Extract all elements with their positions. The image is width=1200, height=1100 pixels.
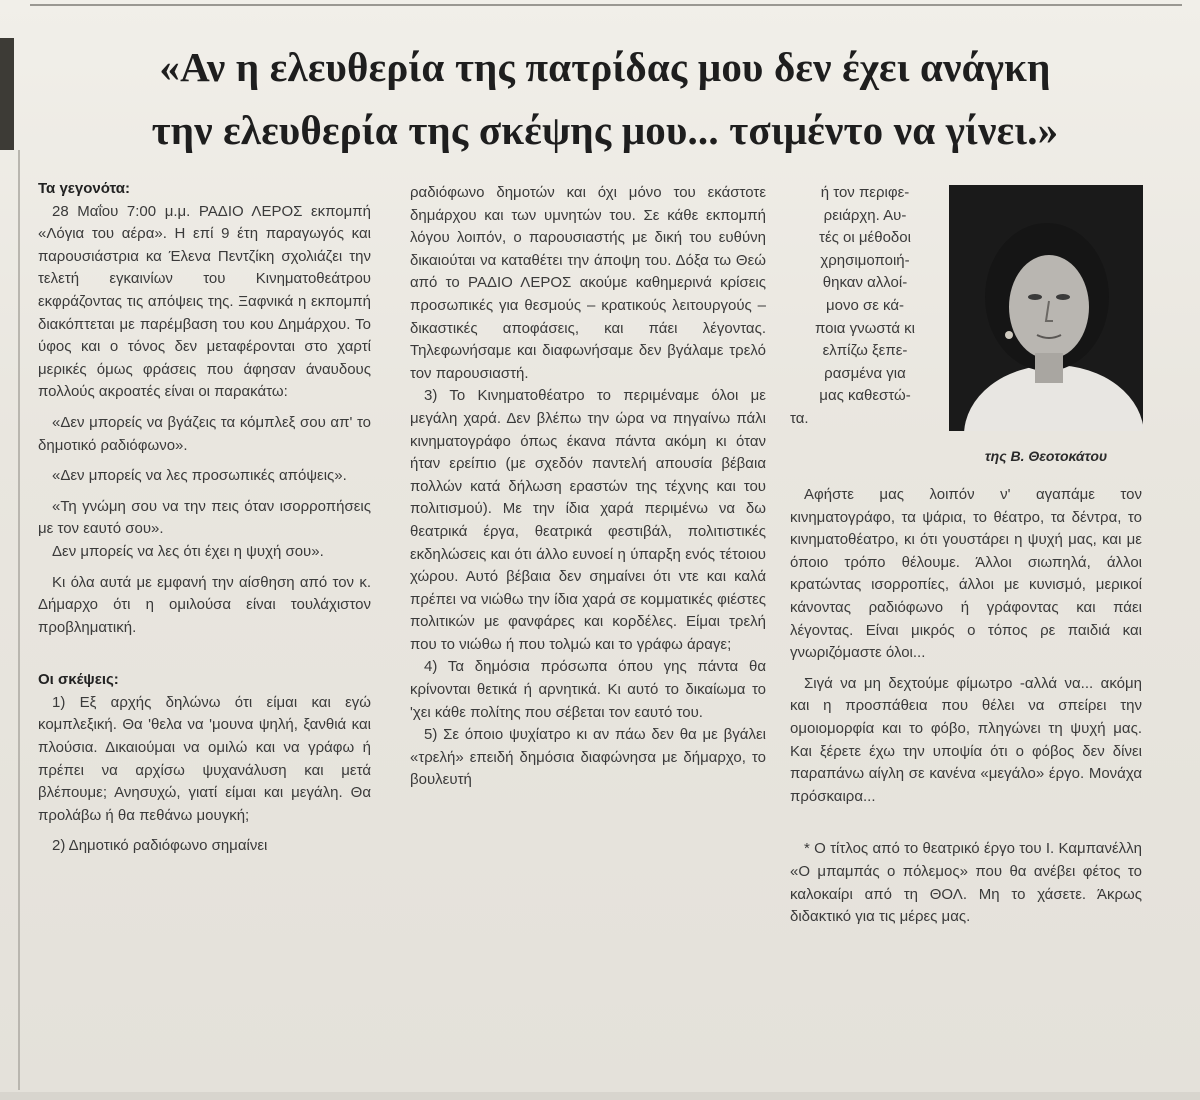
- paragraph: Κι όλα αυτά με εμφανή την αίσθηση από τον κ. Δήμαρχο ότι η ομιλούσα είναι τουλάχιστον προβληματική.: [38, 573, 371, 636]
- wrap-line: ρειάρχη. Αυ-: [823, 206, 907, 224]
- wrap-line: ελπίζω ξεπε-: [822, 342, 908, 360]
- page-bottom-edge: [0, 1092, 1200, 1100]
- wrap-line: ποια γνωστά κι: [814, 319, 915, 337]
- thoughts-heading: Οι σκέψεις:: [38, 671, 119, 689]
- wrap-line: μονο σε κά-: [825, 296, 905, 314]
- paragraph: 2) Δημοτικό ραδιόφωνο σημαίνει: [52, 837, 268, 855]
- wrap-line: χρησιμοποιή-: [820, 251, 910, 269]
- quote: «Δεν μπορείς να βγάζεις τα κόμπλεξ σου απ' το δημοτικό ραδιόφωνο».: [38, 413, 371, 454]
- quote: Δεν μπορείς να λες ότι έχει η ψυχή σου».: [52, 542, 324, 560]
- wrap-line: τα.: [790, 409, 809, 427]
- paragraph: 4) Τα δημόσια πρόσωπα όπου γης πάντα θα κρίνονται θετικά ή αρνητικά. Κι αυτό το δικαίωμα το 'χει κάθε πολίτης που σέβεται τον εαυτό του.: [410, 658, 766, 721]
- wrap-line: ρασμένα για: [824, 364, 906, 382]
- author-byline: της Β. Θεοτοκάτου: [984, 448, 1108, 464]
- column-2: [410, 182, 766, 792]
- column-1: [38, 178, 371, 858]
- quote: «Δεν μπορείς να λες προσωπικές απόψεις».: [52, 467, 347, 485]
- wrap-line: θηκαν αλλοί-: [822, 274, 908, 292]
- paragraph: ραδιόφωνο δημοτών και όχι μόνο του εκάστοτε δημάρχου και των υμνητών του. Σε κάθε εκπομπή λόγου λοιπόν, ο παρουσιαστής με δική του ευθύνη δικαιούται να καταθέτει την άποψη του. Δόξα τω Θεώ από το ΡΑΔΙΟ ΛΕΡΟΣ ακούμε καθημερινά κρίσεις προσωπικές για θεσμούς – κρατικούς λειτουργούς – δικαστικές αποφάσεις, και πάει λέγοντας. Τηλεφωνήσαμε και διαφωνήσαμε δεν βγάλαμε τρελό τον παρουσιαστή.: [410, 184, 766, 382]
- wrap-line: μας καθεστώ-: [819, 387, 911, 405]
- paragraph: 5) Σε όποιο ψυχίατρο κι αν πάω δεν θα με βγάλει «τρελή» επειδή δημόσια διαφώνησα με δήμαρχο, το βουλευτή: [410, 726, 766, 789]
- wrap-line: ή τον περιφε-: [820, 184, 910, 201]
- column-3: [790, 484, 1142, 929]
- author-photo: [949, 185, 1143, 431]
- paragraph: 1) Εξ αρχής δηλώνω ότι είμαι και εγώ κομπλεξική. Θα 'θελα να 'μουνα ψηλή, ξανθιά και πλούσια. Δικαιούμαι να ομιλώ και να γράφω ή πρέπει να αρχίσω ψυχανάλυση και μετά βλέπουμε; Ανησυχώ, γιατί είμαι και μεγάλη. Θα προλάβω ή θα πεθάνω μουγκή;: [38, 693, 371, 824]
- paragraph: Αφήστε μας λοιπόν ν' αγαπάμε τον κινηματογράφο, τα ψάρια, το θέατρο, τα δέντρα, το κινηματοθέατρο, κι ότι γουστάρει η ψυχή μας, και με όποιο τρόπο θέλουμε. Άλλοι σιωπηλά, άλλοι κρατώντας ισορροπίες, άλλοι με κυνισμό, μερικοί κάνοντας ραδιόφωνο ή γράφοντας και πάει λέγοντας. Είναι μικρός ο τόπος ρε παιδιά και γνωριζόμαστε όλοι...: [790, 486, 1142, 662]
- quote: «Τη γνώμη σου να την πεις όταν ισορροπήσεις με τον εαυτό σου».: [38, 497, 371, 538]
- facts-heading: Τα γεγονότα:: [38, 180, 130, 197]
- column-3-wrap-text: [790, 182, 940, 431]
- paragraph: Σιγά να μη δεχτούμε φίμωτρο -αλλά να... ακόμη και η προσπάθεια που θέλει να σπείρει την ομοιομορφία και το φόβο, πληγώνει τη ψυχή μας. Και ξέρετε έχω την υποψία ότι ο φόβος δεν δίνει παραπάνω αίγλη σε κανένα «μεγάλο» έργο. Μονάχα πρόσκαιρα...: [790, 674, 1142, 805]
- paragraph: 28 Μαΐου 7:00 μ.μ. ΡΑΔΙΟ ΛΕΡΟΣ εκπομπή «Λόγια του αέρα». Η επί 9 έτη παραγωγός και παρουσιάστρια κα Έλενα Πεντζίκη σχολιάζει την τελετή εγκαινίων του Κινηματοθεάτρου εκφράζοντας τις απόψεις της. Ξαφνικά η εκπομπή διακόπτεται με παρέμβαση του κου Δημάρχου. Το ύφος και ο τόνος δεν μεταφέρονται στο χαρτί μερικές όμως φράσεις που άφησαν άναυδους πολλούς ακροατές είναι οι παρακάτω:: [38, 202, 371, 401]
- headline-line-2: την ελευθερία της σκέψης μου... τσιμέντο να γίνει.»: [151, 107, 1059, 153]
- column-rule: [18, 150, 20, 1090]
- wrap-line: τές οι μέθοδοι: [819, 229, 911, 247]
- side-tab: [0, 38, 14, 150]
- headline-line-1: «Αν η ελευθερία της πατρίδας μου δεν έχει ανάγκη: [159, 44, 1051, 90]
- paragraph: 3) Το Κινηματοθέατρο το περιμέναμε όλοι με μεγάλη χαρά. Δεν βλέπω την ώρα να πηγαίνω πάλι κινηματογράφο όπως έκανα πάντα ακόμη κι όταν ήταν ερείπιο (με σχεδόν παντελή απουσία βέβαια πολλών κατά δήλωση εραστών της τέχνης και του πολιτισμού). Με την ίδια χαρά περιμένω να δω θεατρικά έργα, θεατρικά φεστιβάλ, πολιτιστικές εκδηλώσεις και ότι άλλο ευνοεί η ύπαρξη ενός τέτοιου χώρου. Αυτό βέβαια δεν σημαίνει ότι ντε και καλά πρέπει να νιώθω την ίδια χαρά σε κομματικές φιέστες πολιτικών με φανφάρες και κορδέλες. Είμαι τρελή που το νιώθω ή που τολμώ και το γράφω άραγε;: [410, 387, 766, 653]
- top-rule: [30, 4, 1182, 6]
- title-footnote: * Ο τίτλος από το θεατρικό έργο του Ι. Καμπανέλλη «Ο μπαμπάς ο πόλεμος» που θα ανέβει φέτος το καλοκαίρι από τη ΘΟΛ. Μη το χάσετε. Άκρως διδακτικό για τις μέρες μας.: [790, 840, 1142, 926]
- article-headline: [40, 36, 1170, 162]
